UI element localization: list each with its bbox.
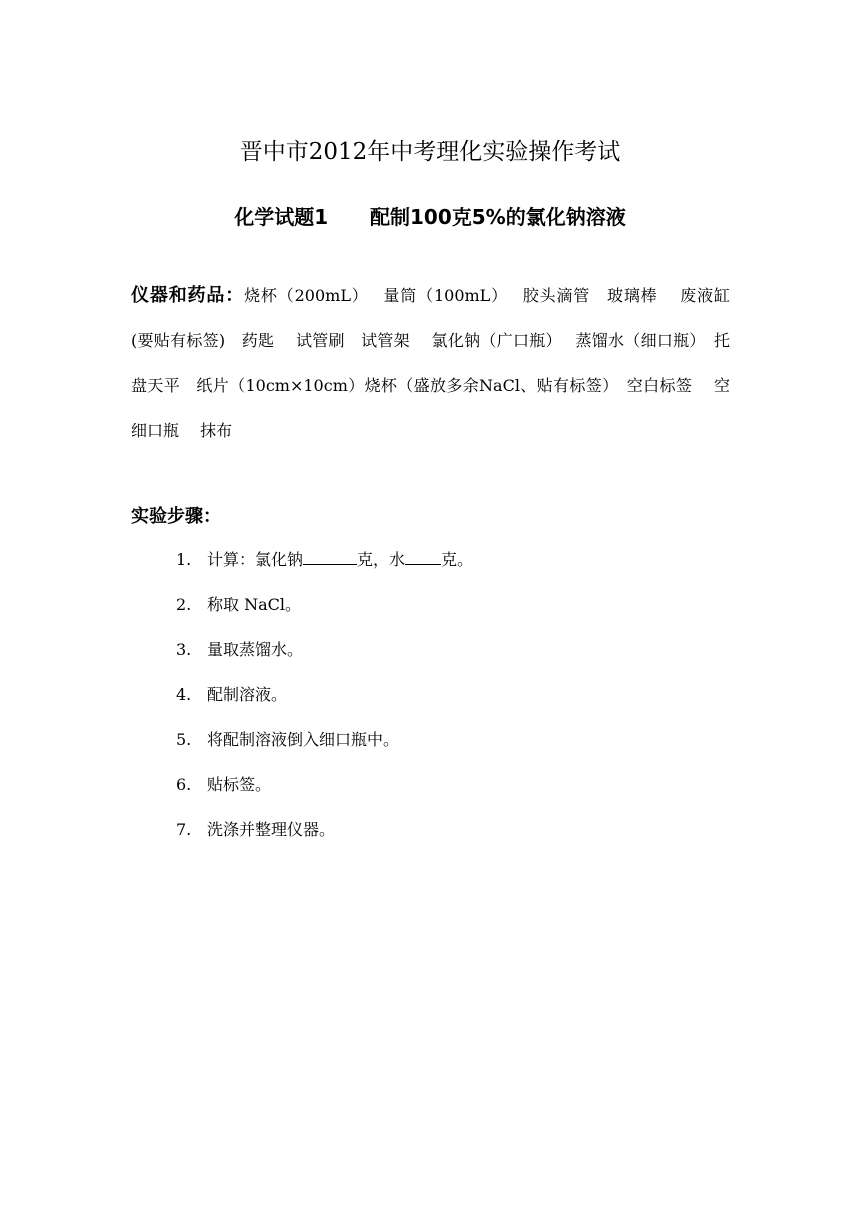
step-number: 1. bbox=[176, 550, 192, 569]
step-item bbox=[176, 590, 473, 635]
steps-heading: 实验步骤： bbox=[131, 506, 221, 527]
step-number: 7. bbox=[176, 820, 192, 839]
step-number: 6. bbox=[176, 775, 192, 794]
step-text: 克，水 bbox=[357, 550, 406, 569]
materials-heading: 仪器和药品： bbox=[131, 285, 245, 306]
step-text: 将配制溶液倒入细口瓶中。 bbox=[207, 730, 400, 749]
answer-blank-salt[interactable] bbox=[303, 546, 357, 565]
question-topic: 配制100克5%的氯化钠溶液 bbox=[370, 205, 626, 229]
step-text: 量取蒸馏水。 bbox=[207, 640, 304, 659]
step-number: 5. bbox=[176, 730, 192, 749]
step-number: 2. bbox=[176, 595, 192, 614]
question-label: 化学试题1 bbox=[234, 205, 329, 229]
answer-blank-water[interactable] bbox=[405, 546, 441, 565]
step-item bbox=[176, 770, 473, 815]
materials-section bbox=[131, 273, 730, 453]
exam-subtitle bbox=[0, 202, 860, 232]
step-item bbox=[176, 545, 473, 590]
step-text: 计算：氯化钠 bbox=[207, 550, 304, 569]
page-title: 晋中市2012年中考理化实验操作考试 bbox=[239, 139, 621, 165]
step-text: 配制溶液。 bbox=[207, 685, 288, 704]
step-text: 贴标签。 bbox=[207, 775, 272, 794]
step-item bbox=[176, 815, 473, 860]
materials-list: 烧杯（200mL） 量筒（100mL） 胶头滴管 玻璃棒 废液缸 (要贴有标签) 药匙 试管刷 试管架 氯化钠（广口瓶） 蒸馏水（细口瓶） 托盘天平 纸片（10cm×10cm）烧杯（盛放多余NaCl、贴有标签） 空白标签 空细口瓶 抹布 bbox=[131, 286, 730, 440]
steps-list bbox=[176, 545, 473, 860]
step-item bbox=[176, 725, 473, 770]
step-text: 称取 NaCl。 bbox=[207, 595, 301, 614]
step-item bbox=[176, 635, 473, 680]
step-item bbox=[176, 680, 473, 725]
step-text: 洗涤并整理仪器。 bbox=[207, 820, 336, 839]
step-text: 克。 bbox=[441, 550, 474, 569]
step-number: 3. bbox=[176, 640, 192, 659]
step-number: 4. bbox=[176, 685, 192, 704]
